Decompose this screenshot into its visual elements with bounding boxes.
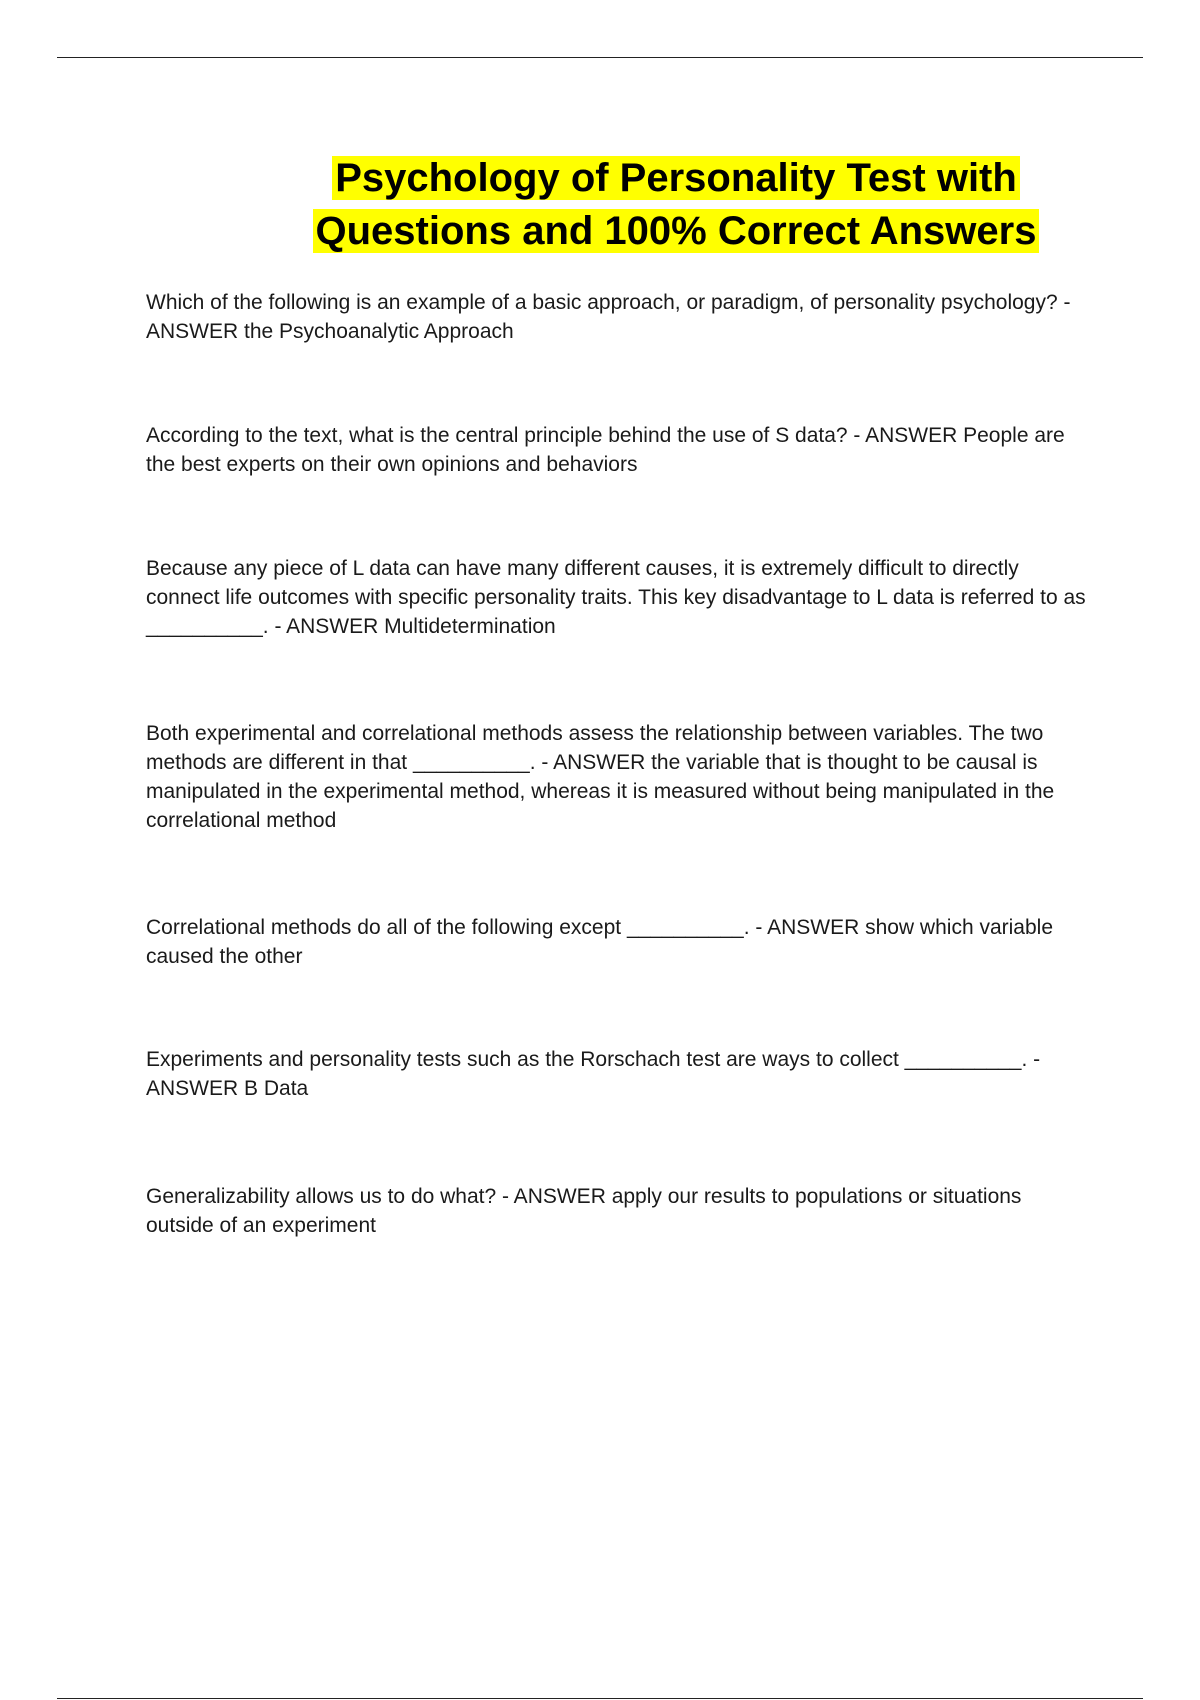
qa-item: Experiments and personality tests such as the Rorschach test are ways to collect __________. - ANSWER B Data <box>146 1048 1041 1100</box>
document-header <box>146 152 1200 258</box>
qa-item: Which of the following is an example of a basic approach, or paradigm, of personality psychology? - ANSWER the Psychoanalytic Approach <box>146 291 1071 343</box>
qa-item: According to the text, what is the central principle behind the use of S data? - ANSWER People are the best experts on their own opinions and behaviors <box>146 424 1065 476</box>
qa-item: Both experimental and correlational methods assess the relationship between variables. The two methods are different in that __________. - ANSWER the variable that is thought to be causal is manipulated in the experimental method, whereas it is measured without being manipulated in the correlational method <box>146 722 1055 832</box>
qa-item: Generalizability allows us to do what? - ANSWER apply our results to populations or situations outside of an experiment <box>146 1185 1022 1237</box>
page-title-line-1: Psychology of Personality Test with <box>332 156 1020 200</box>
top-rule <box>57 57 1143 58</box>
page-title-line-2: Questions and 100% Correct Answers <box>313 209 1040 253</box>
qa-item: Because any piece of L data can have many different causes, it is extremely difficult to directly connect life outcomes with specific personality traits. This key disadvantage to L data is referred to as __________. - ANSWER Multidetermination <box>146 557 1086 638</box>
bottom-rule <box>57 1698 1143 1699</box>
page-title <box>146 152 1200 258</box>
qa-item: Correlational methods do all of the following except __________. - ANSWER show which variable caused the other <box>146 916 1053 968</box>
